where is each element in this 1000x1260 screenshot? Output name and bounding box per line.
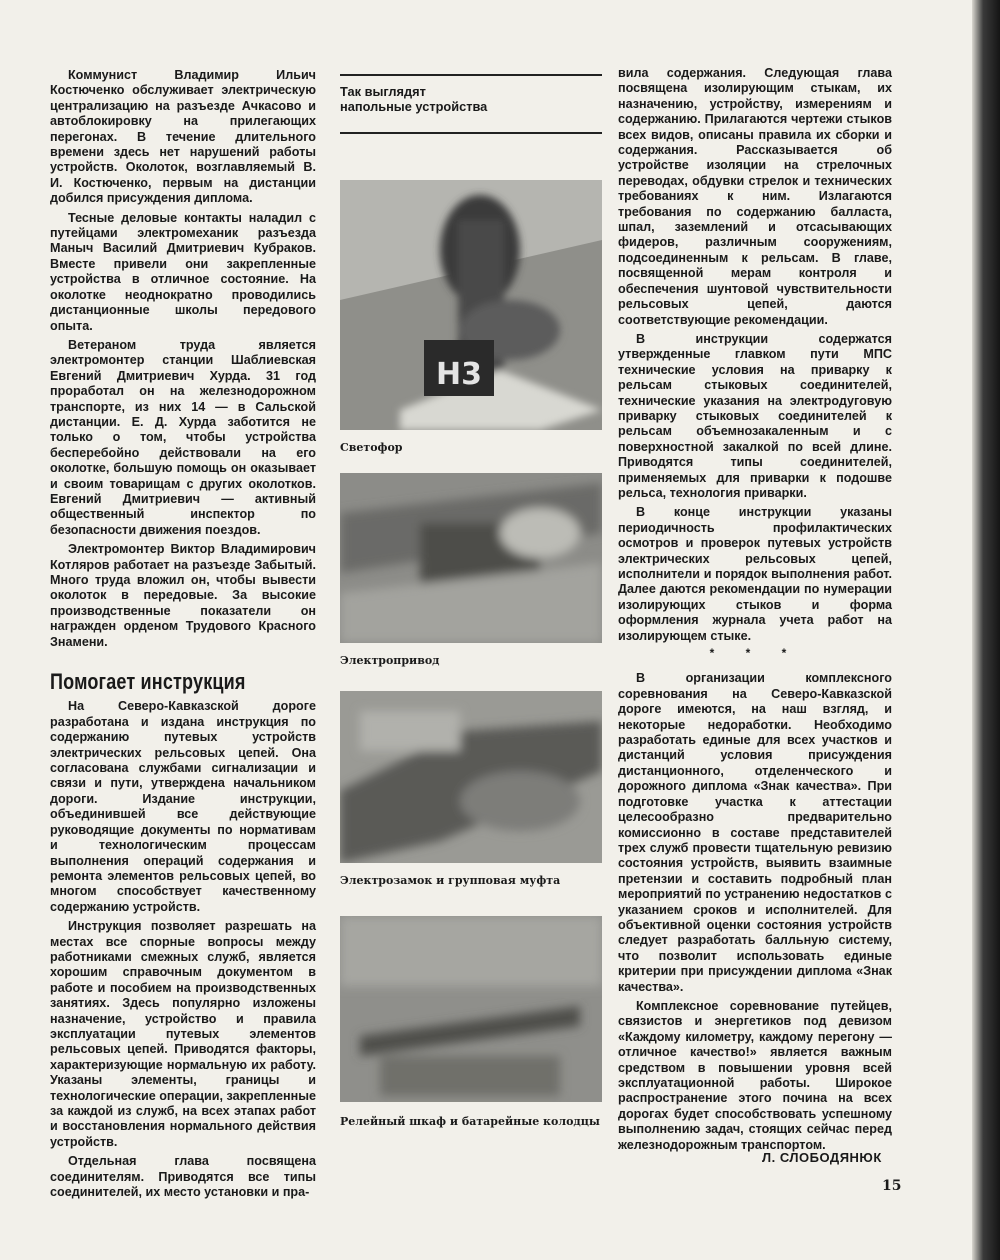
paragraph: В конце инструкции указаны периодичность профилактических осмотров и проверок путевых устройств электрических рельсовых цепей, исполнители и порядок выполнения работ. Далее даются рекомендации по нумерации изолирующих стыков и форма оформления журнала учета работ на изолирующем стыке. [618,505,892,643]
paragraph: Коммунист Владимир Ильич Костюченко обслуживает электрическую централизацию на разъезде Ачкасово и автоблокировку на прилегающих перегонах. В течение длительного времени здесь нет нарушений работы устройств. Околоток, возглавляемый В. И. Костюченко, первым на дистанции добился присуждения диплома. [50,68,316,206]
section-separator: * * * [709,646,801,661]
right-column [618,66,892,1157]
paragraph: Тесные деловые контакты наладил с путейцами электромеханик разъезда Маныч Василий Дмитриевич Кубраков. Вместе привели они закрепленные устройства в отличное состояние. На околотке неоднократно проводились дистанционные школы передового опыта. [50,210,316,333]
page-number: 15 [882,1178,902,1194]
paragraph: Комплексное соревнование путейцев, связистов и энергетиков под девизом «Каждому километру, каждому перегону — отличное качество!» является важным средством в повышении уровня всей эксплуатационной работы. Широкое распространение этого почина на всех дорогах будет способствовать успешному выполнению задач, стоящих сейчас перед железнодорожным транспортом. [618,998,892,1152]
photo-caption: Электропривод [340,654,440,668]
bottom-rule [340,132,602,134]
photo-electric-lock [340,691,602,863]
paragraph: В инструкции содержатся утвержденные главком пути МПС технические условия на приварку к рельсам стыковых соединителей, технические указания на электродуговую приварку стыковых соединителей к рельсам объемнозакаленным и с поверхностной закалкой по всей длине. Приводятся типы соединителей, применяемых для приварки к подошве рельса, технология приварки. [618,331,892,500]
top-rule [340,74,602,76]
left-column [50,68,316,1204]
paragraph: В организации комплексного соревнования на Северо-Кавказской дороге имеются, на наш взгляд, и некоторые недоработки. Необходимо разработать единые для всех участков и дистанций условия присуждения дистанционного, отделенческого и дорожного диплома «Знак качества». При подготовке участка к аттестации целесообразно предварительно комиссионно в составе представителей трех служб провести тщательную ревизию состояния устройств, выявить взаимные претензии и составить подробный план мероприятий по устранению недостатков с указанием сроков и исполнителей. Для объективной оценки состояния устройств следует разработать балльную систему, что позволит использовать единые критерии при присуждении диплома «Знак качества». [618,671,892,994]
photo-caption: Электрозамок и групповая муфта [340,873,561,887]
sidebar-title-line: Так выглядят [340,84,426,99]
signal-sign-text: Н3 [436,357,482,392]
photo-caption: Светофор [340,441,403,454]
photo-caption: Релейный шкаф и батарейные колодцы [340,1115,600,1129]
photo-column [340,68,602,1130]
sidebar-title [340,84,602,114]
photo-relay-cabinet [340,916,602,1102]
paragraph: На Северо-Кавказской дороге разработана и издана инструкция по содержанию путевых устройств электрических рельсовых цепей. Она согласована службами сигнализации и связи и пути, утверждена начальником дороги. Издание инструкции, объединившей все действующие руководящие документы по нормативам и технологическим процессам выполнения операций содержания и ремонта элементов рельсовых цепей, во многом способствует качественному содержанию устройств. [50,699,316,914]
paragraph: Инструкция позволяет разрешать на местах все спорные вопросы между работниками смежных служб, является хорошим справочным документом в работе и пособием на производственных занятиях. Здесь популярно изложены назначение, устройство и правила эксплуатации путевых элементов рельсовых цепей. Приводятся факторы, характеризующие нормальную их работу. Указаны элементы, границы и технологические операции, закрепленные за каждой из служб, на всех этапах работ и восстановления нормального действия устройств. [50,919,316,1149]
sidebar-title-line: напольные устройства [340,99,488,114]
paragraph: Ветераном труда является электромонтер станции Шаблиевская Евгений Дмитриевич Хурда. 31 год проработал он на железнодорожном транспорте, из них 14 — в Сальской дистанции. Е. Д. Хурда заботится не только о том, чтобы устройства бесперебойно действовали на его околотке, большую помощь он оказывает и своим товарищам с других околотков. Евгений Дмитриевич — активный общественный инспектор по безопасности движения поездов. [50,337,316,537]
paragraph: вила содержания. Следующая глава посвящена изолирующим стыкам, их назначению, устройству, измерениям и содержанию. Прилагаются чертежи стыков всех видов, описаны правила их сборки и содержания. Рассказывается об устройстве изоляции на стрелочных переводах, обдувки стрелок и технических требованиях к ним. Излагаются требования по содержанию балласта, шпал, заземлений и отсасывающих фидеров, различным сооружениям, подсоединенным к рельсам. В главе, посвященной мерам контроля и обеспечения шунтовой чувствительности рельсовых цепей, даются соответствующие рекомендации. [618,66,892,327]
author-signature: Л. СЛОБОДЯНЮК [762,1150,882,1165]
page-edge-shadow [972,0,1000,1260]
photo-point-machine [340,473,602,643]
photo-signal [340,180,602,430]
article-heading: Помогает инструкция [50,669,246,695]
paragraph: Электромонтер Виктор Владимирович Котляров работает на разъезде Забытый. Много труда вложил он, чтобы вывести околоток в передовые. За высокие производственные показатели он награжден орденом Трудового Красного Знамени. [50,542,316,649]
paragraph: Отдельная глава посвящена соединителям. Приводятся все типы соединителей, их место установки и пра- [50,1154,316,1200]
